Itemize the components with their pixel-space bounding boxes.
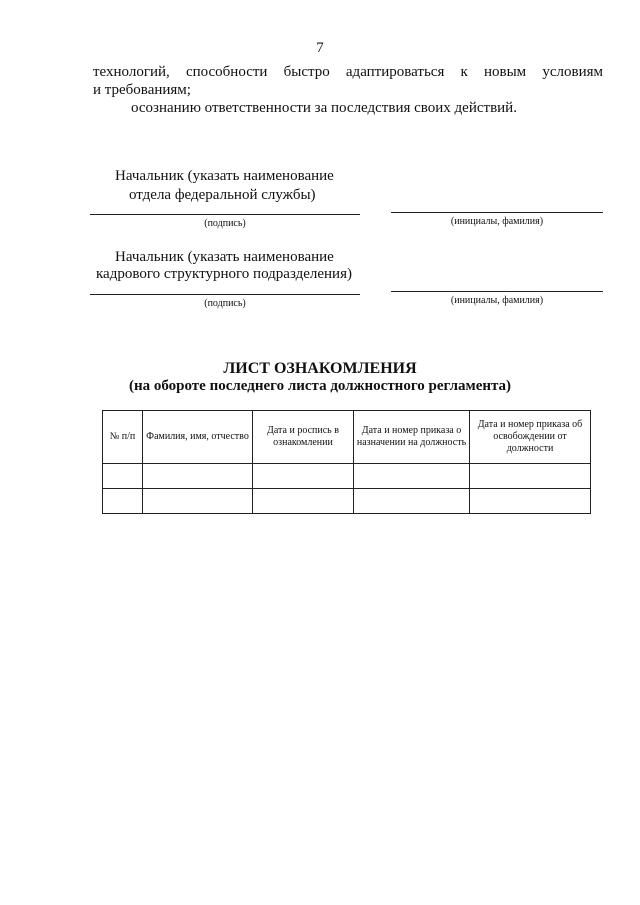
signature-2-signature-caption: (подпись) (204, 298, 246, 309)
sheet-subtitle: (на обороте последнего листа должностного регламента) (128, 378, 512, 394)
signature-2-name-caption: (инициалы, фамилия) (450, 295, 544, 306)
table-cell[interactable] (143, 489, 253, 514)
signature-1-title-line-2: отдела федеральной службы) (129, 187, 316, 203)
signature-1-signature-caption: (подпись) (204, 218, 246, 229)
signature-1-name-line (391, 212, 603, 213)
table-cell[interactable] (354, 464, 470, 489)
table-cell[interactable] (143, 464, 253, 489)
body-paragraph-1 (93, 63, 603, 99)
signature-2-name-line (391, 291, 603, 292)
table-cell[interactable] (470, 489, 591, 514)
table-cell[interactable] (253, 489, 354, 514)
table-row (103, 464, 591, 489)
signature-1-signature-line (90, 214, 360, 215)
header-full-name: Фамилия, имя, отчество (143, 411, 253, 464)
table-cell[interactable] (470, 464, 591, 489)
acknowledgement-table (102, 410, 591, 514)
header-number: № п/п (103, 411, 143, 464)
body-paragraph-1-line-1: технологий, способности быстро адаптироваться к новым условиям (93, 64, 603, 80)
signature-2-title-line-1: Начальник (указать наименование (115, 249, 334, 265)
table-cell[interactable] (354, 489, 470, 514)
page-number: 7 (316, 40, 324, 56)
signature-1-name-caption: (инициалы, фамилия) (450, 216, 544, 227)
table-row (103, 489, 591, 514)
body-paragraph-1-line-2: и требованиям; (93, 82, 191, 98)
header-dismissal-order: Дата и номер приказа об освобождении от должности (470, 411, 591, 464)
table-cell[interactable] (103, 464, 143, 489)
header-date-signature: Дата и роспись в ознакомлении (253, 411, 354, 464)
table-cell[interactable] (103, 489, 143, 514)
table-header-row (103, 411, 591, 464)
signature-1-title-line-1: Начальник (указать наименование (115, 168, 334, 184)
signature-2-signature-line (90, 294, 360, 295)
header-appointment-order: Дата и номер приказа о назначении на должность (354, 411, 470, 464)
sheet-title: ЛИСТ ОЗНАКОМЛЕНИЯ (223, 360, 417, 377)
signature-2-title-line-2: кадрового структурного подразделения) (96, 266, 352, 282)
table-cell[interactable] (253, 464, 354, 489)
body-paragraph-2: осознанию ответственности за последствия своих действий. (131, 100, 517, 116)
